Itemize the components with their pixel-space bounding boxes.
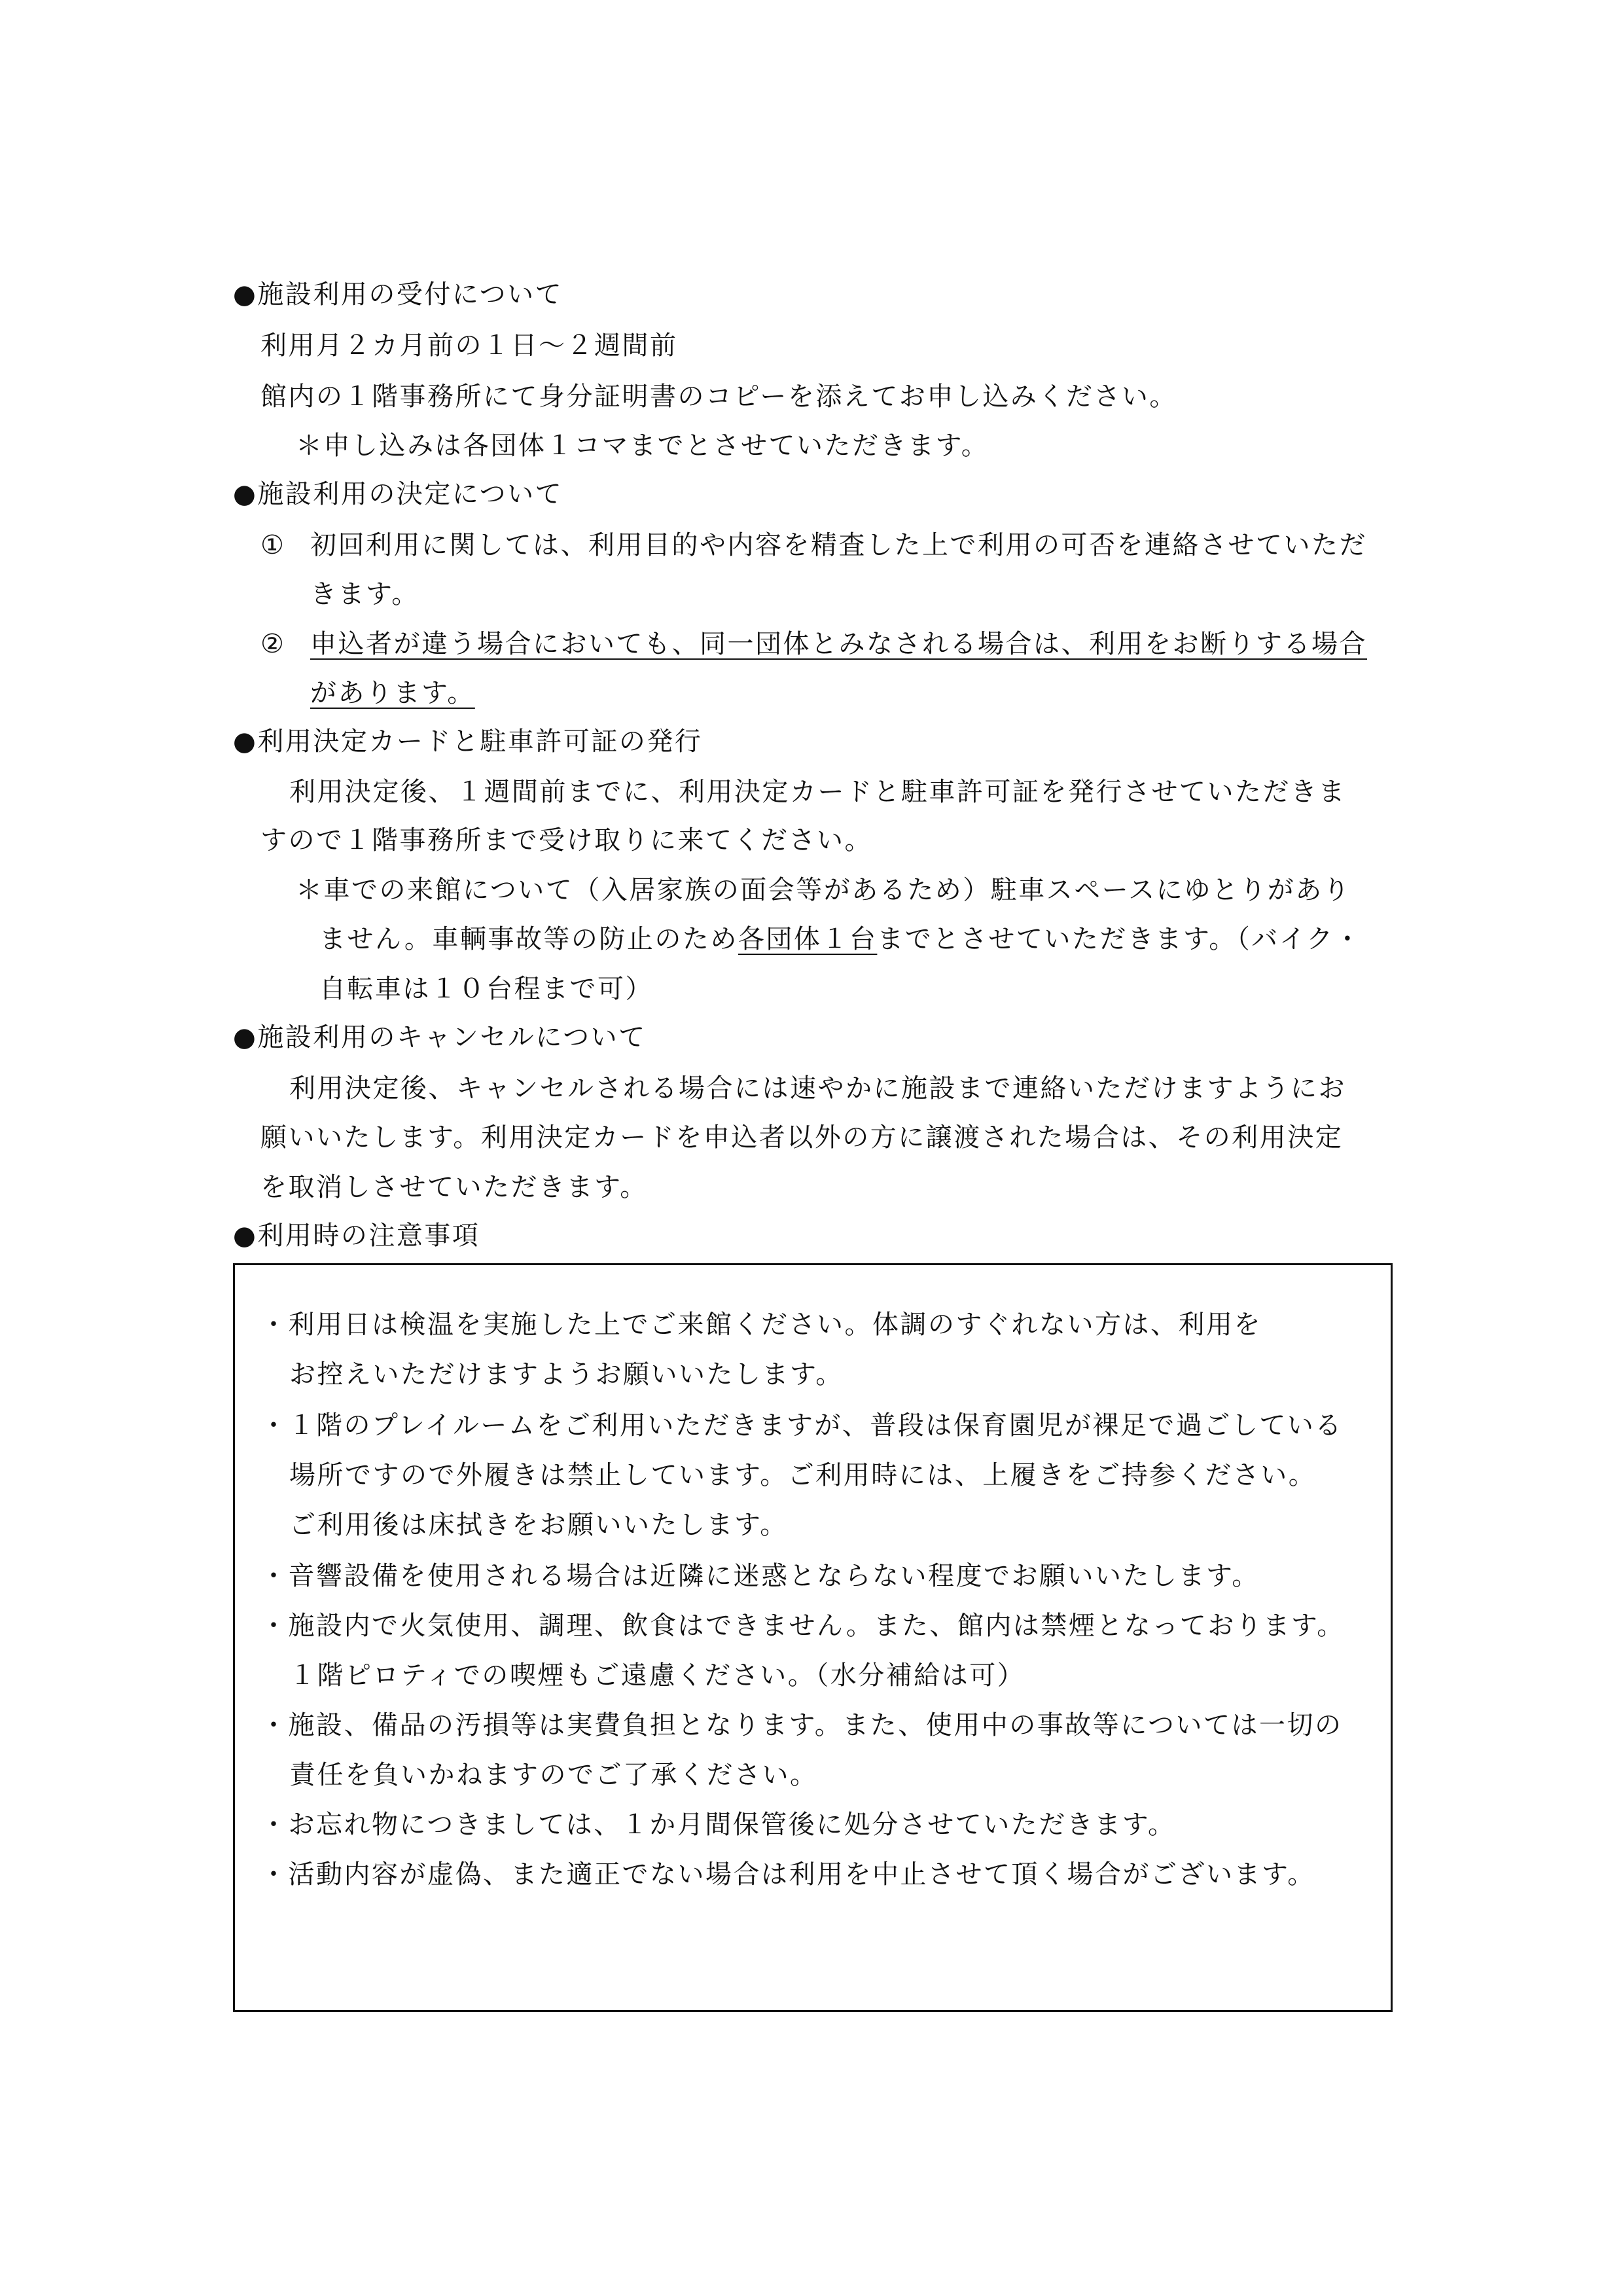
reception-period-text: 利用月２カ月前の１日～２週間前	[260, 331, 678, 361]
precaution-line: ・施設、備品の汚損等は実費負担となります。また、使用中の事故等については一切の	[260, 1710, 1343, 1740]
cancel-text-cont: 願いいたします。利用決定カードを申込者以外の方に譲渡された場合は、その利用決定	[260, 1122, 1344, 1153]
decision-item-2-text-cont: があります。	[310, 678, 475, 708]
parking-note-text-a: ません。車輌事故等の防止のため	[319, 924, 738, 954]
section-heading-reception: ●施設利用の受付について	[233, 279, 563, 310]
reception-note-text: ＊申し込みは各団体１コマまでとさせていただきます。	[296, 431, 989, 461]
precaution-line: ・お忘れ物につきましては、１か月間保管後に処分させていただきます。	[260, 1810, 1176, 1840]
precaution-line: ・活動内容が虚偽、また適正でない場合は利用を中止させて頂く場合がございます。	[260, 1859, 1315, 1890]
decision-item-1-text: 初回利用に関しては、利用目的や内容を精査した上で利用の可否を連絡させていただ	[310, 530, 1367, 560]
decision-item-1-marker: ①	[260, 530, 286, 560]
precaution-line: 場所ですので外履きは禁止しています。ご利用時には、上履きをご持参ください。	[289, 1460, 1317, 1490]
precaution-line: 責任を負いかねますのでご了承ください。	[289, 1760, 818, 1790]
parking-note-text-end: 自転車は１０台程まで可）	[319, 974, 653, 1004]
precaution-line: ・利用日は検温を実施した上でご来館ください。体調のすぐれない方は、利用を	[260, 1310, 1262, 1340]
precaution-line: お控えいただけますようお願いいたします。	[289, 1359, 844, 1390]
decision-item-2-text: 申込者が違う場合においても、同一団体とみなされる場合は、利用をお断りする場合	[310, 629, 1367, 659]
card-permit-text: 利用決定後、１週間前までに、利用決定カードと駐車許可証を発行させていただきま	[289, 777, 1346, 807]
precaution-line: ・１階のプレイルームをご利用いただきますが、普段は保育園児が裸足で過ごしている	[260, 1410, 1343, 1441]
section-heading-card-permit: ●利用決定カードと駐車許可証の発行	[233, 726, 703, 757]
parking-note-text: ＊車での来館について（入居家族の面会等があるため）駐車スペースにゆとりがあり	[296, 875, 1351, 905]
precaution-line: １階ピロティでの喫煙もご遠慮ください。（水分補給は可）	[289, 1660, 1025, 1691]
parking-note-text-b: までとさせていただきます。（バイク・	[877, 924, 1363, 954]
cancel-text-end: を取消しさせていただきます。	[260, 1172, 648, 1202]
precaution-line: ・施設内で火気使用、調理、飲食はできません。また、館内は禁煙となっております。	[260, 1611, 1345, 1641]
precaution-line: ・音響設備を使用される場合は近隣に迷惑とならない程度でお願いいたします。	[260, 1561, 1260, 1591]
cancel-text: 利用決定後、キャンセルされる場合には速やかに施設まで連絡いただけますようにお	[289, 1073, 1346, 1103]
parking-note-text-cont	[319, 921, 1362, 958]
reception-place-text: 館内の１階事務所にて身分証明書のコピーを添えてお申し込みください。	[260, 382, 1177, 412]
decision-item-1-text-cont: きます。	[310, 579, 419, 609]
parking-limit-underlined: 各団体１台	[738, 924, 878, 954]
precaution-line: ご利用後は床拭きをお願いいたします。	[289, 1510, 788, 1540]
section-heading-precautions: ●利用時の注意事項	[233, 1221, 480, 1251]
card-permit-text-cont: すので１階事務所まで受け取りに来てください。	[260, 825, 872, 855]
decision-item-2-marker: ②	[260, 629, 286, 659]
section-heading-decision: ●施設利用の決定について	[233, 479, 563, 509]
section-heading-cancel: ●施設利用のキャンセルについて	[233, 1022, 647, 1052]
